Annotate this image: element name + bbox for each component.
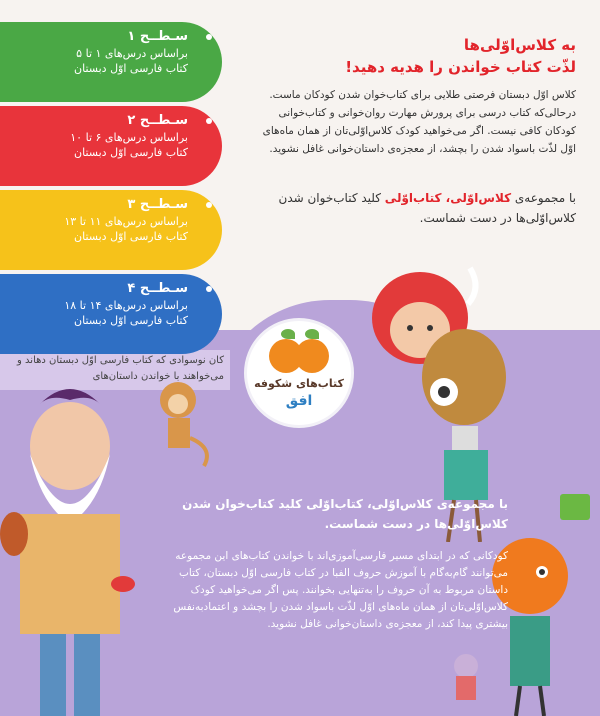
level-title: سـطــح ۱ [127,29,188,44]
headline [246,34,576,78]
monkey-illustration [148,378,218,468]
leaf-icon [305,329,319,339]
series-name: کلاس‌اوّلی، کتاب‌اوّلی [384,191,512,205]
publisher-logo [244,318,354,428]
series-line [246,188,576,228]
level-lessons: براساس درس‌های ۱۱ تا ۱۳ [64,215,188,228]
dot-icon [206,286,212,292]
level-book: کتاب فارسی اوّل دبستان [74,230,188,243]
bottom-series-line: با مجموعه‌ی کلاس‌اوّلی، کتاب‌اوّلی کلید کتاب‌خوان شدن کلاس‌اوّلی‌ها در دست شماست. [182,497,508,531]
level-lessons: براساس درس‌های ۱ تا ۵ [76,47,188,60]
logo-publisher-text: افق [285,393,313,409]
green-book-illustration [556,488,596,528]
logo-brand-text: کتاب‌های شکوفه [254,377,344,390]
level-title: سـطــح ۳ [127,197,188,212]
level-lessons: براساس درس‌های ۱۴ تا ۱۸ [64,299,188,312]
level-book: کتاب فارسی اوّل دبستان [74,62,188,75]
intro-paragraph: کلاس اوّل دبستان فرصتی طلایی برای کتاب‌خوان شدن کودکان ماست. درحالی‌که کتاب درسی برای پرورش مهارت روان‌خوانی و کتاب‌خوانی کودکان کافی نیست. اگر می‌خواهید کودک کلاس‌اوّلی‌تان از همان ماه‌های اوّل لذّت باسواد شدن را بچشد، از معجزه‌ی داستان‌خوانی غافل نشوید. [262,89,576,155]
series-prefix: با مجموعه‌ی [514,191,576,205]
dot-icon [206,202,212,208]
bottom-paragraph: کودکانی که در ابتدای مسیر فارسی‌آموزی‌اند با خواندن کتاب‌های این مجموعه می‌توانند گام‌به‌گام با آموزش حروف الفبا در کتاب فارسی اوّل دبستان، کتاب داستان مربوط به آن حروف را به‌تنهایی بخوانند. پس اگر می‌خواهید کودک کلاس‌اوّلی‌تان از همان ماه‌های اوّل لذّت باسواد شدن را بچشد و اعتمادبه‌نفس بیشتری پیدا کند، از معجزه‌ی داستان‌خوانی غافل نشوید. [173,550,508,630]
strip-text: کان نوسوادی که کتاب فارسی اوّل دبستان دهاند و می‌خواهند با خواندن داستان‌های [17,355,224,382]
level-3-tab [0,190,222,270]
headline-line-1: به کلاس‌اوّلی‌ها [463,36,576,54]
dot-icon [206,34,212,40]
headline-line-2: لذّت کتاب خواندن را هدیه دهید! [345,58,576,76]
level-book: کتاب فارسی اوّل دبستان [74,146,188,159]
red-bird-illustration [108,574,138,594]
mouse-illustration [446,650,486,710]
level-book: کتاب فارسی اوّل دبستان [74,314,188,327]
leaf-icon [281,329,295,339]
level-1-tab [0,22,222,102]
series-suffix: کلید کتاب‌خوان شدن کلاس‌اوّلی‌ها در دست شماست. [278,191,576,225]
level-lessons: براساس درس‌های ۶ تا ۱۰ [70,131,188,144]
orange-icon [295,339,329,373]
dot-icon [206,118,212,124]
level-title: سـطــح ۲ [127,113,188,128]
old-man-illustration [0,384,140,716]
level-2-tab [0,106,222,186]
level-title: سـطــح ۴ [127,281,188,296]
level-4-tab [0,274,222,354]
